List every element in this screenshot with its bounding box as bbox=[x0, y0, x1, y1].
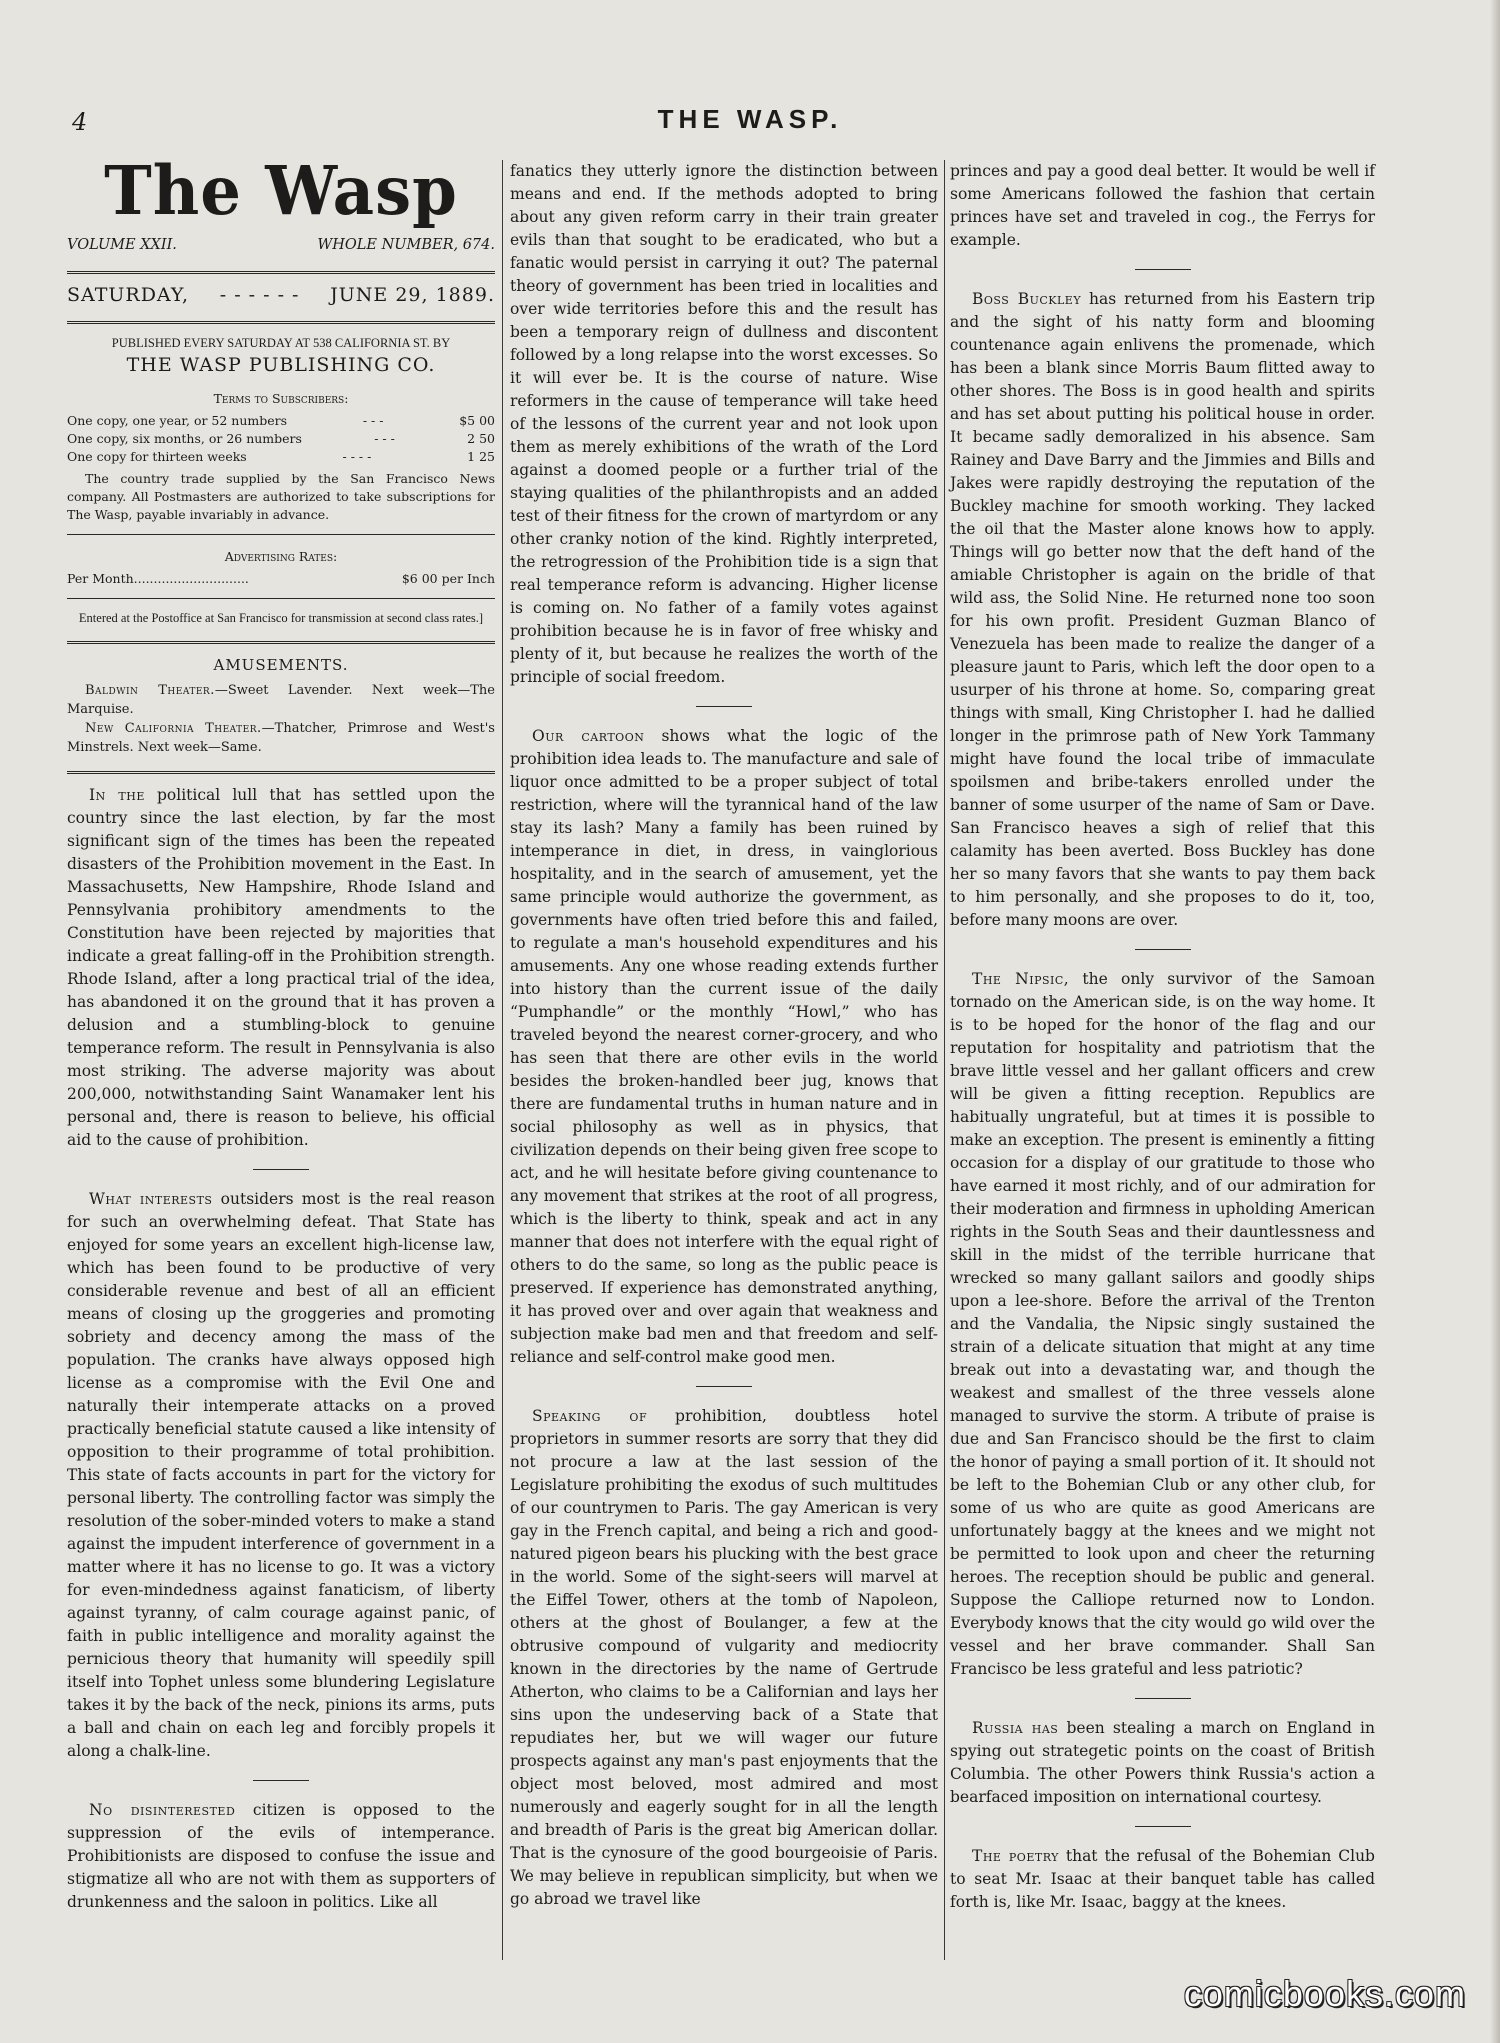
running-title: THE WASP. bbox=[657, 104, 843, 134]
terms-price: 1 25 bbox=[467, 449, 495, 464]
section-divider bbox=[253, 1780, 309, 1781]
article-paragraph bbox=[510, 160, 938, 689]
rule bbox=[67, 771, 495, 774]
terms-dots: - - - bbox=[374, 431, 395, 446]
article-paragraph bbox=[67, 1799, 495, 1914]
paragraph-lead: What interests bbox=[89, 1190, 213, 1208]
terms-dots: - - - bbox=[362, 413, 384, 428]
paragraph-text: shows what the logic of the prohibition idea leads to. The manufacture and sale of liquor once admitted to be a proper subject of total restriction, where will the tyrannical hand of the law stay its lash? Many a family has been ruined by intemperance in diet, in dress, in vainglorious hospitality, and in the search of amusement, yet the same principle would authorize the government, as governments have often tried before this and failed, to regulate a man's household expenditures and his amusements. Any one whose reading extends further into history than the current issue of the daily “Pumphandle” or the monthly “Howl,” who has traveled beyond the nearest corner-grocery, and who has seen that there are other evils in the world besides the broken-handled beer jug, knows that there are fundamental truths in human nature and in social philosophy as well as in physics, that civilization depends on their being given free scope to act, and he will hesitate before giving countenance to any movement that strikes at the root of all progress, which is the liberty to think, speak and act in any manner that does not interfere with the equal right of others to do the same, so long as the public peace is preserved. If experience has demonstrated anything, it has proved over and over again that weakness and subjection make bad men and that freedom and self-reliance and self-control make good men. bbox=[510, 727, 938, 1366]
amusements-heading: AMUSEMENTS. bbox=[213, 656, 349, 674]
terms-heading: Terms to Subscribers: bbox=[213, 391, 349, 406]
date-rule bbox=[67, 321, 495, 324]
whole-number: WHOLE NUMBER, 674. bbox=[317, 237, 495, 253]
article-paragraph bbox=[67, 1188, 495, 1763]
rule bbox=[67, 598, 495, 599]
advertising-price: $6 00 per Inch bbox=[401, 571, 495, 586]
section-divider bbox=[1135, 1826, 1191, 1827]
terms-dots: - - - - bbox=[342, 449, 372, 464]
terms-label: One copy for thirteen weeks bbox=[67, 449, 247, 464]
article-paragraph bbox=[950, 968, 1375, 1681]
paragraph-text: fanatics they utterly ignore the distinction between means and end. If the methods adopted to bring about any given reform carry in their train greater evils than that sought to be eradicated, who but a fanatic would persist in carrying it out? The paternal theory of government has been tried in localities and over wide territories before this and the result has been a temporary reign of dullness and discontent followed by a long relapse into the worst excesses. So it will ever be. It is the course of nature. Wise reformers in the cause of temperance will take heed of the lessons of the current year and not look upon them as merely exhibitions of the wrath of the Lord against a doomed people or a further trial of the staying qualities of the philanthropists and an added test of their fitness for the crown of martyrdom or any other cranky notion of the kind. Rightly interpreted, the retrogression of the Prohibition tide is a sign that real temperance reform is advancing. Higher license is coming on. No father of a family votes against prohibition because he is in favor of free whisky and plenty of it, but because he realizes the worth of the principle of social freedom. bbox=[510, 162, 938, 686]
volume-line bbox=[67, 234, 495, 257]
advertising-heading: Advertising Rates: bbox=[224, 549, 338, 564]
amusement-venue: Baldwin Theater. bbox=[85, 683, 215, 698]
date-label: SATURDAY, bbox=[67, 284, 190, 306]
terms-row bbox=[67, 448, 495, 466]
column-rule-right bbox=[944, 160, 945, 1960]
advertising-label-text: Per Month bbox=[67, 571, 134, 586]
article-paragraph bbox=[510, 725, 938, 1369]
paragraph-text: the only survivor of the Samoan tornado on the American side, is on the way home. It is to be hoped for the honor of the flag and our reputation for hospitality and patriotism that the brave little vessel and her gallant officers and crew will be given a fitting reception. Republics are habitually ungrateful, but at times it is possible to make an exception. The present is eminently a fitting occasion for a display of our gratitude to those who have earned it most richly, and of our admiration for their moderation and firmness in upholding American rights in the South Seas and their dauntlessness and skill in the midst of the terrible hurricane that wrecked so many gallant sailors and goodly ships upon a lee-shore. Before the arrival of the Trenton and the Vandalia, the Nipsic singly sustained the strain of a delicate situation that might at any time break out into a devastating war, and though the weakest and smallest of the three vessels alone managed to survive the storm. A tribute of praise is due and San Francisco should be the first to claim the honor of paying a small portion of it. It should not be left to the Bohemian Club or any other club, for some of us who are quite as good Americans are unfortunately baggy at the knees and we might not be permitted to look upon and cheer the returning heroes. The reception should be public and general. Suppose the Calliope returned now to London. Everybody knows that the city would go wild over the vessel and her brave commander. Shall San Francisco be less grateful and less patriotic? bbox=[950, 970, 1375, 1678]
paragraph-lead: The Nipsic, bbox=[972, 970, 1070, 988]
page-number: 4 bbox=[72, 108, 88, 136]
page-edge-shadow bbox=[1490, 0, 1500, 2043]
terms-list bbox=[67, 412, 495, 466]
rule bbox=[67, 641, 495, 644]
rule bbox=[67, 534, 495, 535]
masthead-title: The Wasp bbox=[104, 152, 458, 231]
column-1 bbox=[67, 152, 495, 1918]
volume: VOLUME XXII. bbox=[67, 237, 177, 253]
section-divider bbox=[1135, 1698, 1191, 1699]
paragraph-text: princes and pay a good deal better. It would be well if some Americans followed the fashion that certain princes have set and traveled in cog., the Ferrys for example. bbox=[950, 162, 1375, 249]
publisher-name: THE WASP PUBLISHING CO. bbox=[126, 354, 436, 376]
paragraph-text: has returned from his Eastern trip and the sight of his natty form and blooming countenance again enlivens the promenade, which has been a blank since Morris Baum flitted away to other shores. The Boss is in good health and spirits and has set about putting his political house in order. It became sadly demoralized in his absence. Sam Rainey and Dave Barry and the Jimmies and Bills and Jakes were rapidly destroying the reputation of the Buckley machine for smooth working. They lacked the oil that the Master alone knows how to apply. Things will go better now that the deft hand of the amiable Christopher is again on the bridle of that wild ass, the Solid Nine. He returned none too soon for his own profit. President Guzman Blanco of Venezuela has been made to realize the danger of a pleasure jaunt to Paris, which left the door open to a usurper of his throne at home. So, comparing great things with small, King Christopher I. had he dallied longer in the primrose path of New York Tammany might have found the local tribe of immaculate spoilsmen and bribe-takers enrolled under the banner of some usurper of the name of Sam or Dave. San Francisco heaves a sigh of relief that this calamity has been averted. Boss Buckley has done her so many favors that she wants to pay them back to him personally, and she proposes to do it, too, before many moons are over. bbox=[950, 290, 1375, 929]
section-divider bbox=[253, 1169, 309, 1170]
paragraph-text: citizen is opposed to the suppression of the evils of intemperance. Prohibitionists are disposed to confuse the issue and stigmatize all who are not with them as supporters of drunkenness and the saloon in politics. Like all bbox=[67, 1801, 495, 1911]
article-paragraph bbox=[67, 784, 495, 1152]
paragraph-text: prohibition, doubtless hotel proprietors in summer resorts are sorry that they did not procure a law at the last session of the Legislature prohibiting the exodus of such multitudes of our countrymen to Paris. The gay American is very gay in the French capital, and being a rich and good-natured pigeon bears his plucking with the best grace in the world. Some of the sight-seers will marvel at the Eiffel Tower, others at the tomb of Napoleon, others at the ghost of Boulanger, a few at the obtrusive compound of vulgarity and mediocrity known in the directories by the name of Gertrude Atherton, who claims to be a Californian and lays her sins upon the undeserving back of a State that repudiates her, but we will wager our future prospects against any man's past enjoyments that the object most beloved, most admired and most numerously and eagerly sought for in all the length and breadth of Paris is the great big American dollar. That is the cynosure of the good bourgeoisie of Paris. We may believe in republican simplicity, but when we go abroad we travel like bbox=[510, 1407, 939, 1908]
paragraph-text: outsiders most is the real reason for such an overwhelming defeat. That State has enjoyed for some years an excellent high-license law, which has been found to be productive of very considerable revenue and best of all an efficient means of closing up the groggeries and promoting sobriety and decency among the mass of the population. The cranks have always opposed high license as a compromise with the Evil One and naturally their intemperate attacks on a proved practically beneficial statute caused a like intensity of opposition to their programme of total prohibition. This state of facts accounts in part for the victory for personal liberty. The controlling factor was simply the resolution of the sober-minded voters to make a stand against the impudent interference of government in a matter where it has no license to go. It was a victory for even-mindedness against fanaticism, of liberty against tyranny, of calm courage against panic, of faith in public intelligence and morality against the pernicious theory that humanity will speedily spill itself into Tophet unless some blundering Legislature takes it by the back of the neck, pinions its arms, puts a ball and chain on each leg and forcibly propels it along a chalk-line. bbox=[67, 1190, 495, 1760]
date-dashes: - - - - - - bbox=[219, 284, 300, 306]
article-paragraph bbox=[950, 1717, 1375, 1809]
paragraph-text: been stealing a march on England in spying out strategetic points on the coast of British Columbia. The other Powers think Russia's action a bearfaced imposition on international courtesy. bbox=[950, 1719, 1375, 1806]
terms-label: One copy, six months, or 26 numbers bbox=[67, 431, 302, 446]
paragraph-lead: No disinterested bbox=[89, 1801, 236, 1819]
watermark: comicbooks.com bbox=[1183, 1973, 1466, 2014]
paragraph-lead: The poetry bbox=[972, 1847, 1059, 1865]
published-line: PUBLISHED EVERY SATURDAY AT 538 CALIFORNIA ST. BY bbox=[111, 336, 451, 350]
date-line bbox=[67, 284, 495, 307]
section-divider bbox=[696, 706, 752, 707]
paragraph-lead: Boss Buckley bbox=[972, 290, 1082, 308]
trade-notice: The country trade supplied by the San Francisco News company. All Postmasters are authorized to take subscriptions for The Wasp, payable invariably in advance. bbox=[67, 471, 495, 522]
column-2 bbox=[510, 160, 938, 1915]
amusement-item bbox=[67, 719, 495, 757]
section-divider bbox=[696, 1386, 752, 1387]
paragraph-lead: Speaking of bbox=[532, 1407, 648, 1425]
article-paragraph bbox=[510, 1405, 938, 1911]
terms-row bbox=[67, 430, 495, 448]
advertising-row bbox=[67, 570, 495, 588]
terms-price: $5 00 bbox=[459, 413, 495, 428]
article-paragraph bbox=[950, 160, 1375, 252]
article-paragraph bbox=[950, 288, 1375, 932]
advertising-label bbox=[67, 570, 249, 588]
advertising-dots: ............................. bbox=[133, 571, 249, 586]
column-3 bbox=[950, 160, 1375, 1918]
column-rule-left bbox=[502, 160, 503, 1960]
amusement-text: —Sweet Lavender. Next week—The Marquise. bbox=[67, 683, 495, 717]
paragraph-lead: Our cartoon bbox=[532, 727, 645, 745]
issue-date: JUNE 29, 1889. bbox=[330, 284, 495, 306]
masthead-rule bbox=[67, 271, 495, 274]
terms-label: One copy, one year, or 52 numbers bbox=[67, 413, 288, 428]
postoffice-notice: Entered at the Postoffice at San Francisco for transmission at second class rates.] bbox=[78, 611, 484, 625]
terms-price: 2 50 bbox=[467, 431, 495, 446]
amusement-venue: New California Theater. bbox=[85, 721, 262, 736]
paragraph-lead: In the bbox=[89, 786, 145, 804]
article-paragraph bbox=[950, 1845, 1375, 1914]
paragraph-text: that the refusal of the Bohemian Club to seat Mr. Isaac at their banquet table has called forth is, like Mr. Isaac, baggy at the knees. bbox=[950, 1847, 1375, 1911]
section-divider bbox=[1135, 949, 1191, 950]
terms-row bbox=[67, 412, 495, 430]
paragraph-lead: Russia has bbox=[972, 1719, 1059, 1737]
amusement-item bbox=[67, 681, 495, 719]
paragraph-text: political lull that has settled upon the country since the last election, by far the most significant sign of the times has been the repeated disasters of the Prohibition movement in the East. In Massachusetts, New Hampshire, Rhode Island and Pennsylvania prohibitory amendments to the Constitution have been rejected by majorities that indicate a great falling-off in the Prohibition strength. Rhode Island, after a long practical trial of the idea, has abandoned it on the ground that it has proven a delusion and a stumbling-block to genuine temperance reform. The result in Pennsylvania is also most striking. The adverse majority was about 200,000, notwithstanding Saint Wanamaker lent his personal and, there is reason to believe, his official aid to the cause of prohibition. bbox=[67, 786, 495, 1149]
section-divider bbox=[1135, 269, 1191, 270]
amusement-text: —Thatcher, Primrose and West's Minstrels. Next week—Same. bbox=[67, 721, 495, 755]
